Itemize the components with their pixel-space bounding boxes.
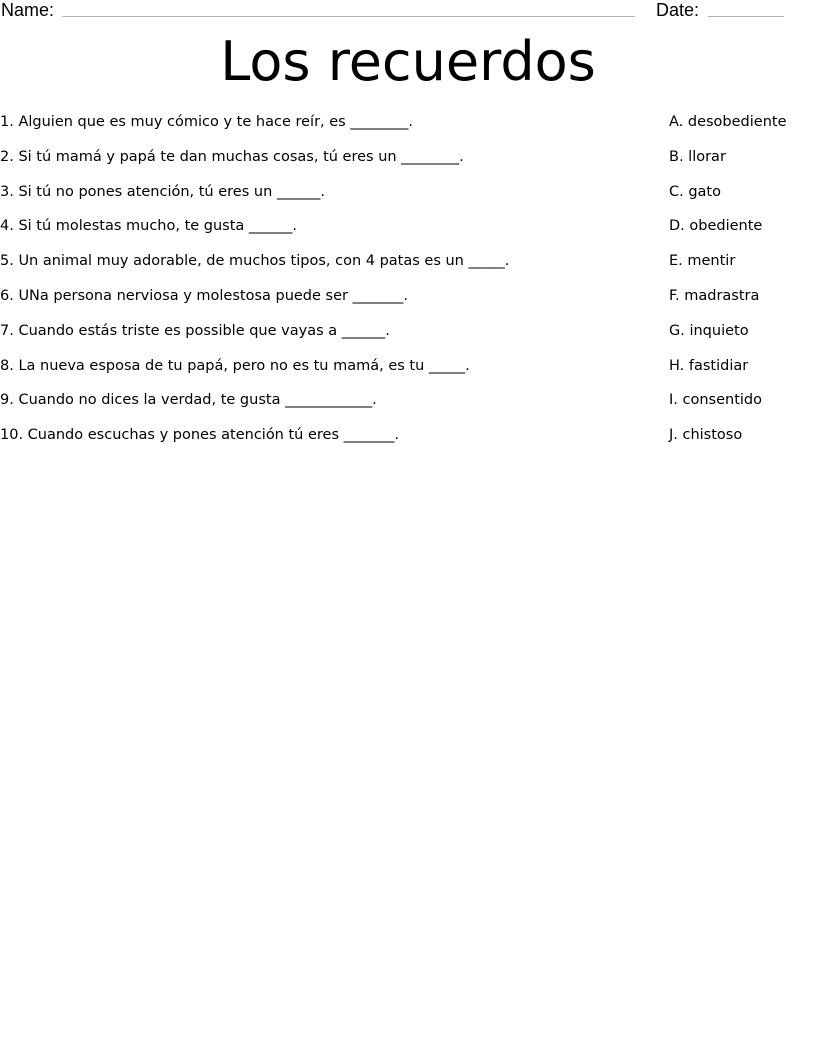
answer-option: I. consentido — [669, 392, 762, 409]
date-label: Date: — [656, 0, 700, 20]
answer-option: H. fastidiar — [669, 357, 749, 374]
answer-option: J. chistoso — [669, 427, 743, 444]
question-item: 8. La nueva esposa de tu papá, pero no es tu mamá, es tu _____. — [0, 357, 470, 374]
question-item: 6. UNa persona nerviosa y molestosa puede ser _______. — [0, 287, 408, 304]
question-item: 9. Cuando no dices la verdad, te gusta ____________. — [0, 392, 377, 409]
question-item: 7. Cuando estás triste es possible que vayas a ______. — [0, 322, 390, 339]
answer-option: G. inquieto — [669, 322, 749, 339]
question-item: 4. Si tú molestas mucho, te gusta ______. — [0, 218, 298, 235]
worksheet-header — [0, 0, 816, 22]
question-list — [0, 112, 640, 460]
answer-option: A. desobediente — [669, 114, 787, 130]
question-item: 3. Si tú no pones atención, tú eres un ______. — [0, 183, 325, 200]
question-item: 5. Un animal muy adorable, de muchos tipos, con 4 patas es un _____. — [0, 253, 510, 270]
name-label: Name: — [1, 0, 55, 20]
date-field[interactable] — [708, 16, 784, 17]
question-item: 10. Cuando escuchas y pones atención tú eres _______. — [0, 427, 399, 444]
answer-option: D. obediente — [669, 218, 763, 235]
answer-option: E. mentir — [669, 253, 736, 270]
answer-option: B. llorar — [669, 148, 726, 165]
page-title: Los recuerdos — [220, 30, 596, 93]
question-item: 2. Si tú mamá y papá te dan muchas cosas, tú eres un ________. — [0, 148, 464, 165]
question-item: 1. Alguien que es muy cómico y te hace reír, es ________. — [0, 114, 413, 130]
answer-option: F. madrastra — [669, 287, 760, 304]
name-field[interactable] — [62, 16, 635, 17]
answer-bank — [669, 112, 814, 460]
answer-option: C. gato — [669, 183, 721, 200]
